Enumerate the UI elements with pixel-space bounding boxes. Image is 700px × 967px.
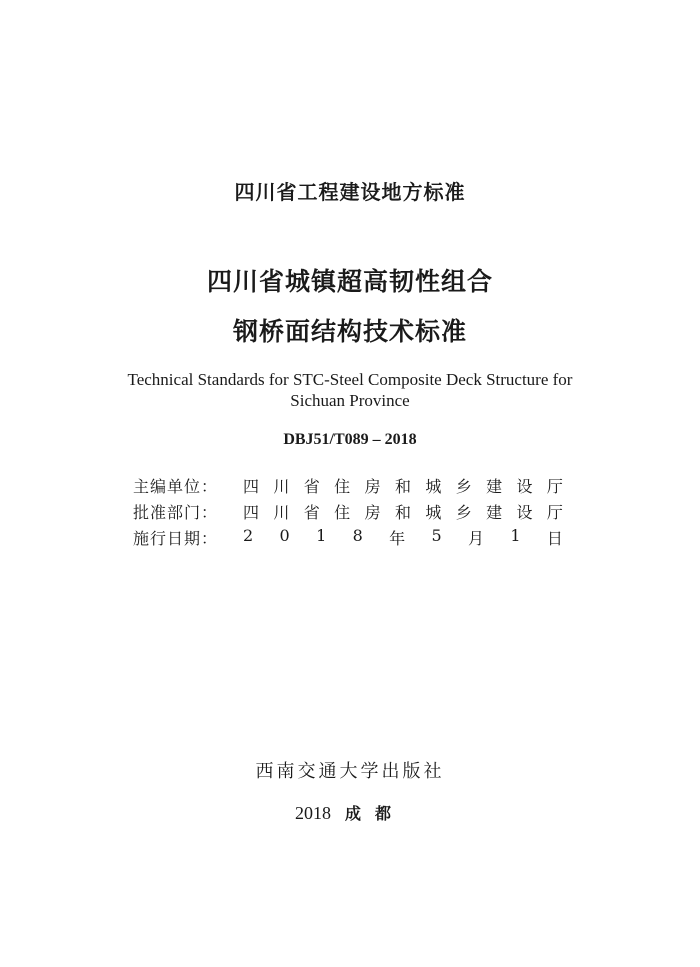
editor-label: 主编单位： bbox=[133, 477, 219, 496]
info-char: 四 bbox=[243, 477, 260, 496]
info-row-editor bbox=[133, 474, 573, 500]
info-char: 设 bbox=[516, 503, 533, 522]
info-char: 乡 bbox=[455, 503, 472, 522]
info-char: 省 bbox=[303, 503, 320, 522]
info-char: 年 bbox=[389, 529, 406, 548]
info-char: 和 bbox=[394, 503, 411, 522]
info-char: 房 bbox=[364, 477, 381, 496]
publication-city: 成都 bbox=[344, 804, 405, 823]
title-line-1: 四川省城镇超高韧性组合 bbox=[206, 267, 493, 296]
info-row-approver bbox=[133, 500, 573, 526]
info-char: 房 bbox=[364, 503, 381, 522]
info-char: 设 bbox=[516, 477, 533, 496]
info-char: 川 bbox=[273, 477, 290, 496]
approver-label: 批准部门： bbox=[133, 503, 219, 522]
info-char: 厅 bbox=[546, 477, 563, 496]
info-char: 城 bbox=[425, 503, 442, 522]
info-char: 和 bbox=[394, 477, 411, 496]
approver-value bbox=[243, 500, 563, 523]
info-char: 日 bbox=[546, 529, 563, 548]
info-char: 住 bbox=[334, 503, 351, 522]
effective-date-value bbox=[243, 526, 563, 549]
info-char: 8 bbox=[352, 526, 363, 545]
effective-date-label: 施行日期： bbox=[133, 529, 219, 548]
info-row-effective-date bbox=[133, 526, 573, 552]
standard-code: DBJ51/T089 – 2018 bbox=[283, 431, 417, 448]
info-char: 1 bbox=[316, 526, 327, 545]
info-char: 建 bbox=[486, 503, 503, 522]
standard-series: 四川省工程建设地方标准 bbox=[234, 180, 466, 204]
editor-value bbox=[243, 474, 563, 497]
info-char: 乡 bbox=[455, 477, 472, 496]
info-char: 省 bbox=[303, 477, 320, 496]
info-char: 2 bbox=[243, 526, 254, 545]
publication-place bbox=[0, 801, 700, 824]
info-char: 城 bbox=[425, 477, 442, 496]
info-char: 月 bbox=[468, 529, 485, 548]
english-title-line-2: Sichuan Province bbox=[290, 391, 410, 410]
info-char: 住 bbox=[334, 477, 351, 496]
english-title-line-1: Technical Standards for STC-Steel Composite Deck Structure for bbox=[127, 370, 573, 389]
info-char: 四 bbox=[243, 503, 260, 522]
info-char: 厅 bbox=[546, 503, 563, 522]
info-char: 0 bbox=[279, 526, 290, 545]
publication-year: 2018 bbox=[294, 803, 331, 823]
info-char: 建 bbox=[486, 477, 503, 496]
info-char: 1 bbox=[510, 526, 521, 545]
info-char: 川 bbox=[273, 503, 290, 522]
title-line-2: 钢桥面结构技术标准 bbox=[232, 317, 467, 346]
info-char: 5 bbox=[431, 526, 442, 545]
publisher: 西南交通大学出版社 bbox=[255, 761, 445, 782]
